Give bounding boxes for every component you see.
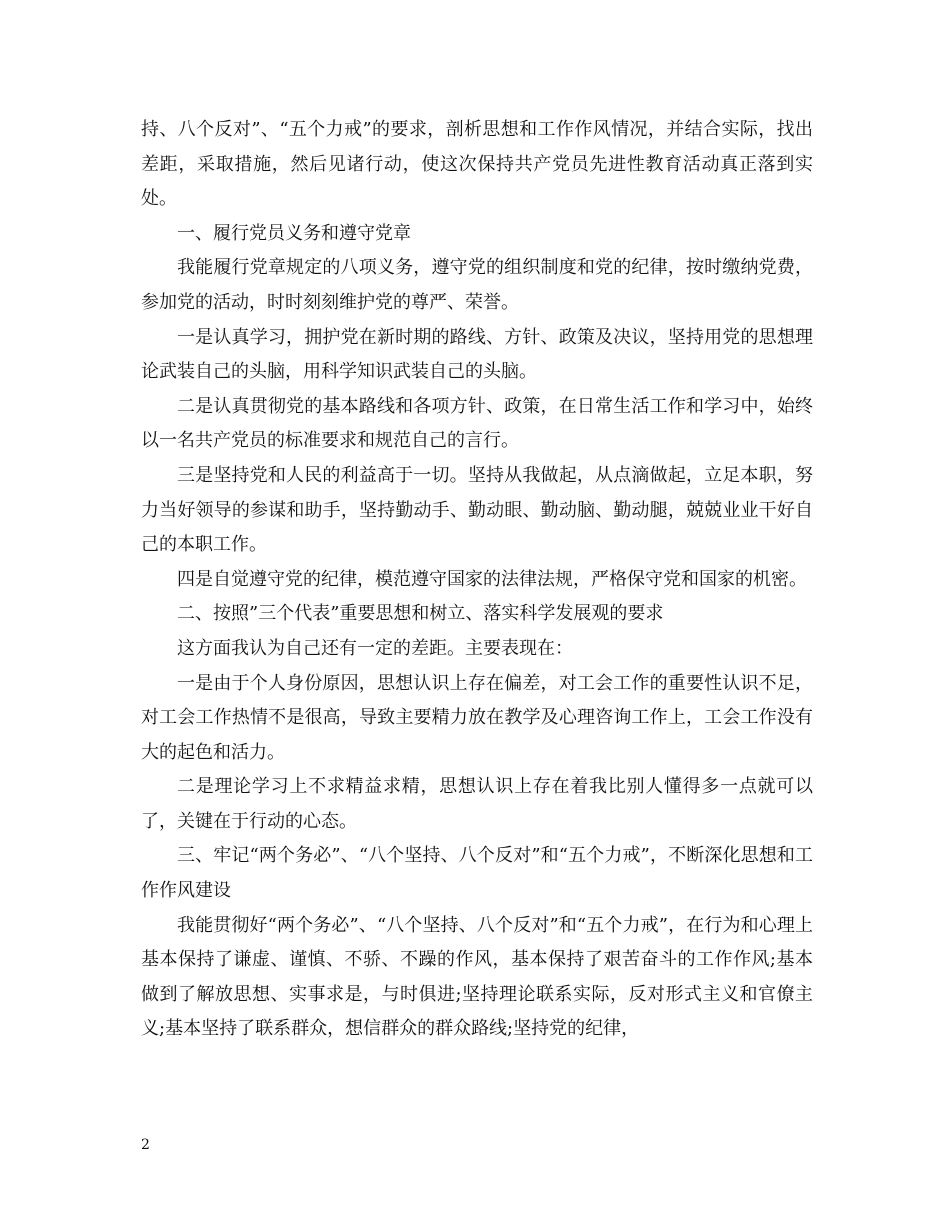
paragraph: 一是认真学习，拥护党在新时期的路线、方针、政策及决议，坚持用党的思想理论武装自己的头脑，用科学知识武装自己的头脑。 [141,326,813,383]
paragraph: 三是坚持党和人民的利益高于一切。坚持从我做起，从点滴做起，立足本职，努力当好领导的参谋和助手，坚持勤动手、勤动眼、勤动脑、勤动腿，兢兢业业干好自己的本职工作。 [141,464,813,556]
paragraph: 二是理论学习上不求精益求精，思想认识上存在着我比别人懂得多一点就可以了，关键在于行动的心态。 [141,776,813,832]
paragraph: 二是认真贯彻党的基本路线和各项方针、政策，在日常生活工作和学习中，始终以一名共产党员的标准要求和规范自己的言行。 [141,395,813,452]
paragraph: 我能贯彻好“两个务必”、“八个坚持、八个反对”和“五个力戒”，在行为和心理上基本保持了谦虚、谨慎、不骄、不躁的作风，基本保持了艰苦奋斗的工作作风;基本做到了解放思想、实事求是，与时俱进;坚持理论联系实际，反对形式主义和官僚主义;基本坚持了联系群众，想信群众的群众路线;坚持党的纪律， [141,914,813,1040]
section-heading-1: 一、履行党员义务和遵守党章 [177,222,411,244]
paragraph: 这方面我认为自己还有一定的差距。主要表现在： [177,637,573,659]
section-heading-2: 二、按照”三个代表”重要思想和树立、落实科学发展观的要求 [177,603,664,625]
paragraph: 一是由于个人身份原因，思想认识上存在偏差，对工会工作的重要性认识不足，对工会工作热情不是很高，导致主要精力放在教学及心理咨询工作上，工会工作没有大的起色和活力。 [141,672,813,763]
section-heading-3: 三、牢记“两个务必”、“八个坚持、八个反对”和“五个力戒”，不断深化思想和工作作风建设 [141,845,813,902]
page-body [141,113,813,1047]
paragraph: 我能履行党章规定的八项义务，遵守党的组织制度和党的纪律，按时缴纳党费，参加党的活动，时时刻刻维护党的尊严、荣誉。 [141,257,813,313]
paragraph: 四是自觉遵守党的纪律，模范遵守国家的法律法规，严格保守党和国家的机密。 [177,568,807,590]
paragraph-continuation: 持、八个反对”、“五个力戒”的要求，剖析思想和工作作风情况，并结合实际，找出差距，采取措施，然后见诸行动，使这次保持共产党员先进性教育活动真正落到实处。 [141,119,813,210]
page-number: 2 [141,1137,150,1153]
